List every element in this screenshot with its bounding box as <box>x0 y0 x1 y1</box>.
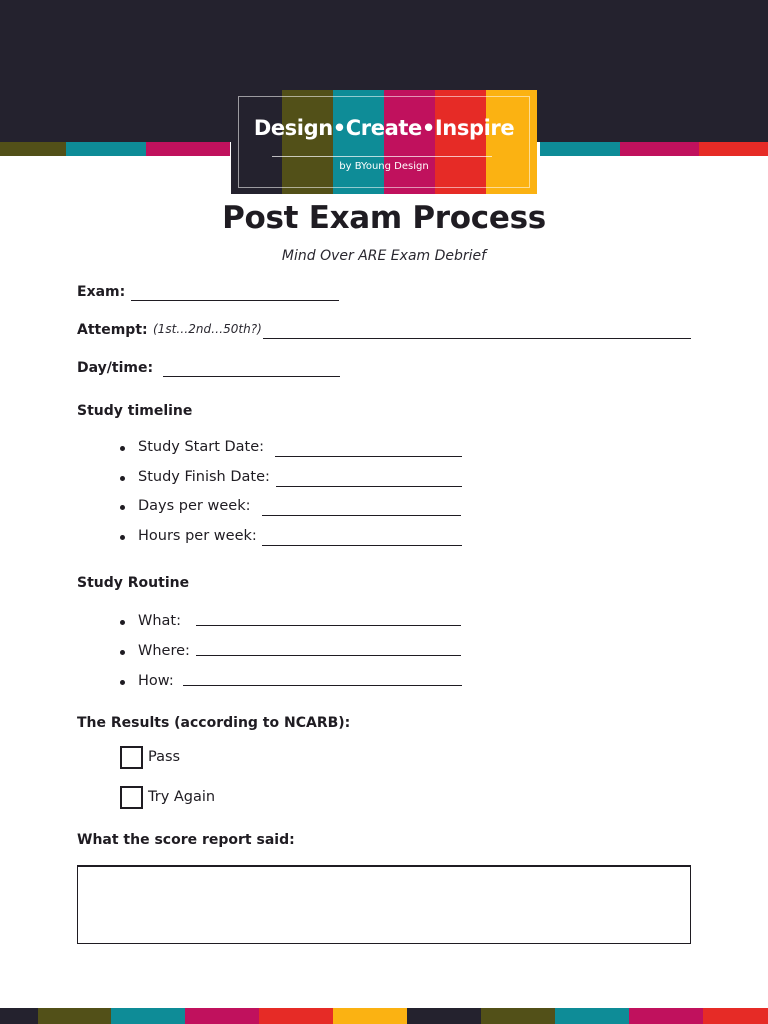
study-start-date-field[interactable] <box>275 456 462 457</box>
pass-checkbox[interactable] <box>120 746 143 769</box>
study-finish-date-label: Study Finish Date: <box>138 469 270 485</box>
bullet-dot <box>120 650 125 655</box>
score-report-textarea[interactable] <box>77 865 691 944</box>
bullet-dot <box>120 446 125 451</box>
daytime-field[interactable] <box>163 376 340 377</box>
study-finish-date-field[interactable] <box>276 486 462 487</box>
results-heading: The Results (according to NCARB): <box>77 715 351 731</box>
try-again-checkbox[interactable] <box>120 786 143 809</box>
page-subtitle: Mind Over ARE Exam Debrief <box>281 248 487 264</box>
page-title: Post Exam Process <box>222 200 546 236</box>
hours-per-week-field[interactable] <box>262 545 462 546</box>
exam-field[interactable] <box>131 300 339 301</box>
routine-how-field[interactable] <box>183 685 462 686</box>
study-timeline-heading: Study timeline <box>77 403 193 419</box>
brand-byline: by BYoung Design <box>339 161 429 172</box>
hours-per-week-label: Hours per week: <box>138 528 257 544</box>
daytime-label: Day/time: <box>77 360 154 376</box>
bullet-dot <box>120 535 125 540</box>
routine-what-label: What: <box>138 613 181 629</box>
routine-where-field[interactable] <box>196 655 461 656</box>
days-per-week-label: Days per week: <box>138 498 251 514</box>
exam-label: Exam: <box>77 284 126 300</box>
attempt-hint: (1st…2nd…50th?) <box>153 322 262 336</box>
attempt-field[interactable] <box>263 338 691 339</box>
bullet-dot <box>120 505 125 510</box>
score-report-label: What the score report said: <box>77 832 295 848</box>
bullet-dot <box>120 620 125 625</box>
try-again-label: Try Again <box>148 789 216 805</box>
days-per-week-field[interactable] <box>262 515 461 516</box>
routine-how-label: How: <box>138 673 174 689</box>
brand-title: Design•Create•Inspire <box>253 116 515 140</box>
logo-divider <box>272 156 492 157</box>
study-routine-heading: Study Routine <box>77 575 190 591</box>
pass-label: Pass <box>148 749 181 765</box>
bullet-dot <box>120 680 125 685</box>
footer-color-strip <box>0 1008 768 1024</box>
attempt-label: Attempt: <box>77 322 148 338</box>
logo-frame <box>238 96 530 188</box>
bullet-dot <box>120 476 125 481</box>
study-start-date-label: Study Start Date: <box>138 439 265 455</box>
routine-where-label: Where: <box>138 643 190 659</box>
routine-what-field[interactable] <box>196 625 461 626</box>
